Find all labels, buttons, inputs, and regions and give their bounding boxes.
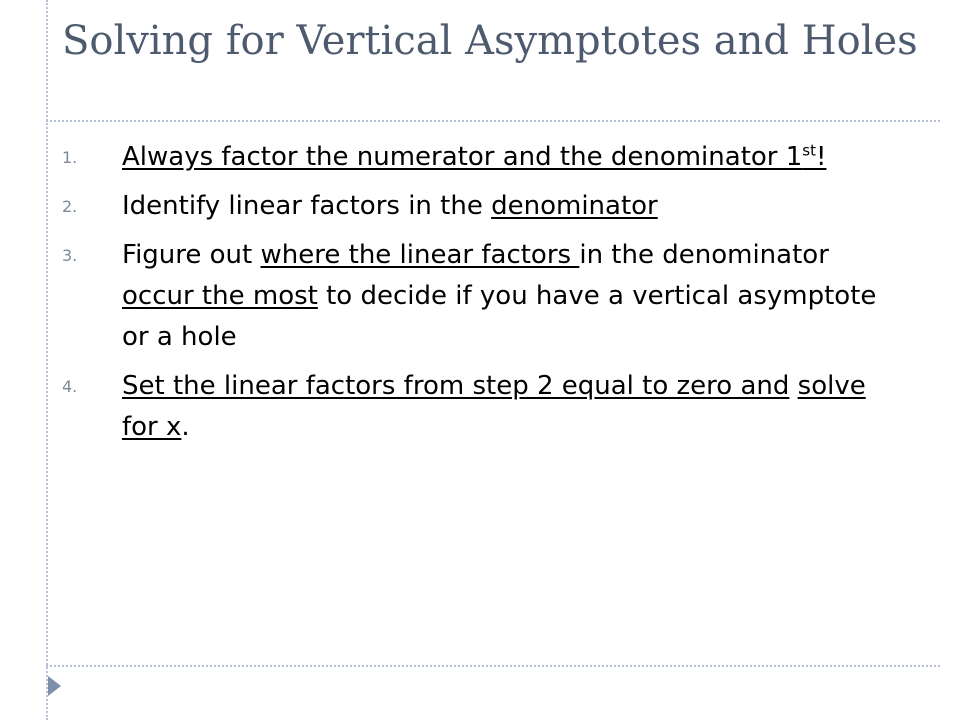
step-1-number: 1. [62, 148, 78, 167]
bottom-dotted-divider [46, 665, 940, 667]
left-dotted-divider [46, 0, 48, 720]
step-3-pre: Figure out [122, 240, 261, 270]
step-1 [62, 137, 882, 178]
step-2-number: 2. [62, 197, 78, 216]
top-dotted-divider [46, 120, 940, 122]
step-3-number: 3. [62, 246, 78, 265]
step-3-underlined-1: where the linear factors [260, 240, 580, 270]
step-2 [62, 186, 882, 227]
step-2-text: Identify linear factors in the [122, 191, 492, 221]
step-1-main: Always factor the numerator and the denominator 1 [122, 142, 803, 172]
step-3-underlined-2: occur the most [122, 281, 318, 311]
step-4-underlined-1: Set the linear factors from step 2 equal to zero and [122, 371, 790, 401]
step-1-text [122, 142, 826, 172]
slide-title: Solving for Vertical Asymptotes and Holes [62, 18, 918, 64]
step-4-underlined-2: solve for x [122, 371, 866, 442]
step-2-underlined: denominator [491, 191, 658, 221]
step-3-post: to decide if you have a vertical asymptote or a hole [122, 281, 877, 352]
step-3 [62, 235, 882, 358]
steps-list [62, 137, 882, 456]
step-4-number: 4. [62, 377, 78, 396]
step-1-end: ! [816, 142, 827, 172]
step-1-superscript: st [802, 141, 816, 160]
step-4-end: . [181, 412, 190, 442]
step-4 [62, 366, 882, 448]
triangle-right-icon [48, 676, 61, 696]
step-3-mid: in the denominator [579, 240, 829, 270]
step-4-space [789, 371, 797, 401]
